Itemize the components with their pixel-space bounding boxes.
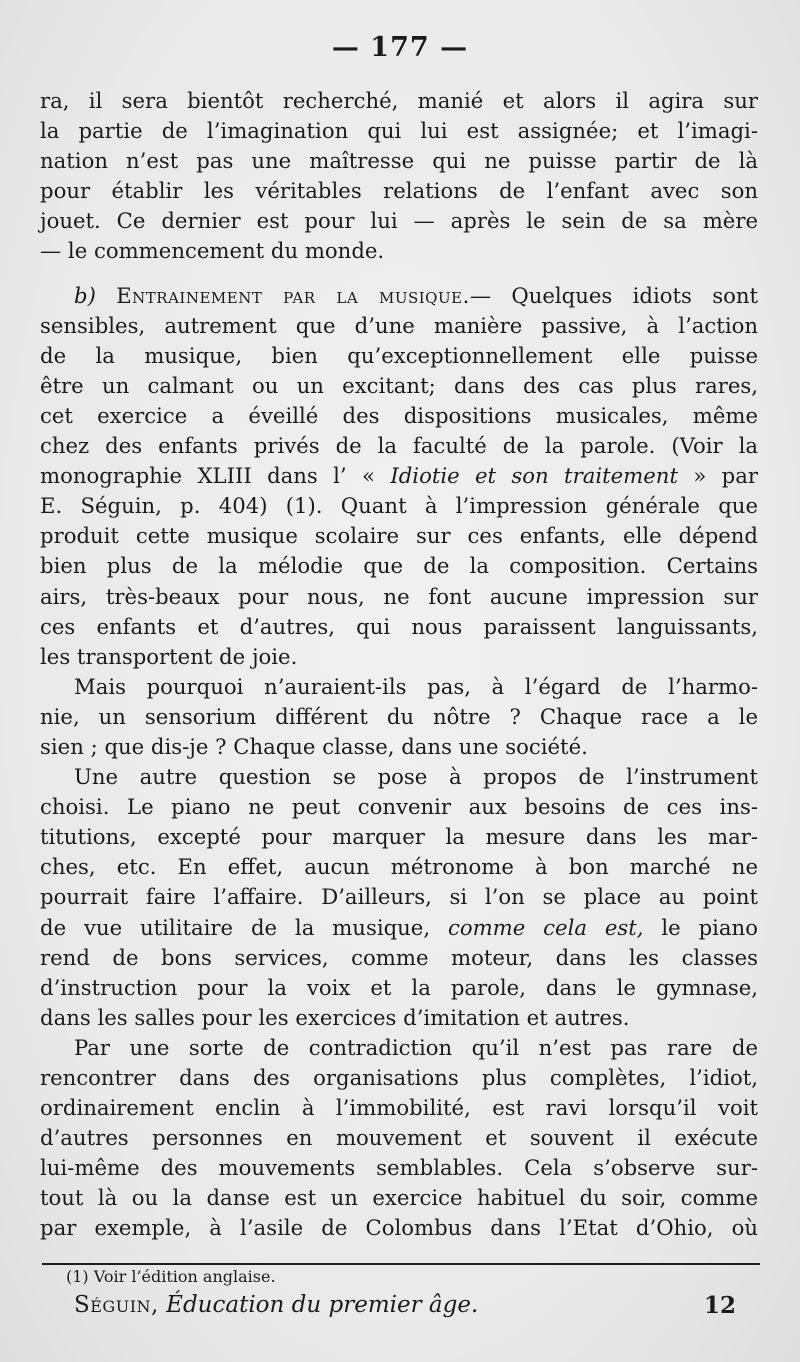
text-line: dans les salles pour les exercices d’imitation et autres. xyxy=(40,1004,630,1030)
text-line: ches, etc. En effet, aucun métronome à bon marché ne xyxy=(40,854,758,880)
text-line: lui-même des mouvements semblables. Cela s’observe sur- xyxy=(40,1155,758,1181)
text-fragment: le piano xyxy=(661,914,758,940)
text-line: pour établir les véritables relations de l’enfant avec son xyxy=(40,178,758,204)
emphasis: comme cela est, xyxy=(447,914,644,940)
text-line: Mais pourquoi n’auraient-ils pas, à l’égard de l’harmo- xyxy=(74,673,758,699)
text-line: E. Séguin, p. 404) (1). Quant à l’impression générale que xyxy=(40,493,758,519)
signature-title: Éducation du premier âge. xyxy=(166,1292,479,1318)
text-line: airs, très-beaux pour nous, ne font aucune impression sur xyxy=(40,583,758,609)
footnote: (1) Voir l’édition anglaise. xyxy=(66,1267,276,1286)
text-line: de la musique, bien qu’exceptionnellement elle puisse xyxy=(40,342,758,368)
text-line: rencontrer dans des organisations plus complètes, l’idiot, xyxy=(40,1065,758,1090)
text-line-with-citation xyxy=(40,461,758,491)
text-line: d’autres personnes en mouvement et souvent il exécute xyxy=(40,1125,758,1151)
text-line: ces enfants et d’autres, qui nous paraissent languissants, xyxy=(40,613,758,639)
signature-line xyxy=(74,1292,478,1318)
body-text xyxy=(40,86,758,1244)
text-fragment: de vue utilitaire de la musique, xyxy=(40,914,431,940)
signature-author: Séguin, xyxy=(74,1292,159,1318)
text-line: la partie de l’imagination qui lui est assignée; et l’imagi- xyxy=(40,118,758,144)
text-line: ra, il sera bientôt recherché, manié et alors il agira sur xyxy=(40,88,758,113)
cited-title: Idiotie et son traitement xyxy=(390,463,678,489)
text-line: d’instruction pour la voix et la parole, dans le gymnase, xyxy=(40,974,758,1000)
text-line: titutions, excepté pour marquer la mesure dans les mar- xyxy=(40,824,758,850)
text-line: tout là ou la danse est un exercice habituel du soir, comme xyxy=(40,1185,758,1211)
text-line: cet exercice a éveillé des dispositions musicales, même xyxy=(40,402,758,428)
text-line: jouet. Ce dernier est pour lui — après le sein de sa mère xyxy=(40,208,758,234)
section-marker: b) xyxy=(74,282,96,308)
text-line: par exemple, à l’asile de Colombus dans l’Etat d’Ohio, où xyxy=(40,1215,758,1241)
text-line: sien ; que dis-je ? Chaque classe, dans une société. xyxy=(40,733,588,759)
footnote-divider xyxy=(42,1263,760,1265)
text-line: choisi. Le piano ne peut convenir aux besoins de ces ins- xyxy=(40,794,758,820)
text-line: nation n’est pas une maîtresse qui ne puisse partir de là xyxy=(40,148,758,174)
text-fragment: monographie XLIII dans l’ « xyxy=(40,463,375,489)
text-line: ordinairement enclin à l’immobilité, est ravi lorsqu’il voit xyxy=(40,1095,758,1121)
text-line-with-emphasis xyxy=(40,913,758,943)
text-line: produit cette musique scolaire sur ces enfants, elle dépend xyxy=(40,523,758,549)
text-line: nie, un sensorium différent du nôtre ? Chaque race a le xyxy=(40,703,758,729)
text-line: Par une sorte de contradiction qu’il n’est pas rare de xyxy=(74,1034,758,1060)
text-line: sensibles, autrement que d’une manière passive, à l’action xyxy=(40,312,758,338)
text-line: les transportent de joie. xyxy=(40,643,298,669)
text-line: — le commencement du monde. xyxy=(40,238,385,264)
sheet-number: 12 xyxy=(704,1292,737,1319)
text-fragment: » par xyxy=(693,463,758,489)
text-line: Une autre question se pose à propos de l’instrument xyxy=(74,764,758,790)
section-heading-line xyxy=(40,281,758,311)
page-number: — 177 — xyxy=(331,32,469,63)
text-line: bien plus de la mélodie que de la composition. Certains xyxy=(40,553,758,579)
text-line: pourrait faire l’affaire. D’ailleurs, si l’on se place au point xyxy=(40,884,758,910)
text-line: rend de bons services, comme moteur, dans les classes xyxy=(40,944,758,970)
text-line: être un calmant ou un excitant; dans des cas plus rares, xyxy=(40,372,758,398)
text-fragment: — Quelques idiots sont xyxy=(469,282,758,308)
section-heading: Entrainement par la musique. xyxy=(116,282,470,308)
text-line: chez des enfants privés de la faculté de la parole. (Voir la xyxy=(40,433,758,459)
